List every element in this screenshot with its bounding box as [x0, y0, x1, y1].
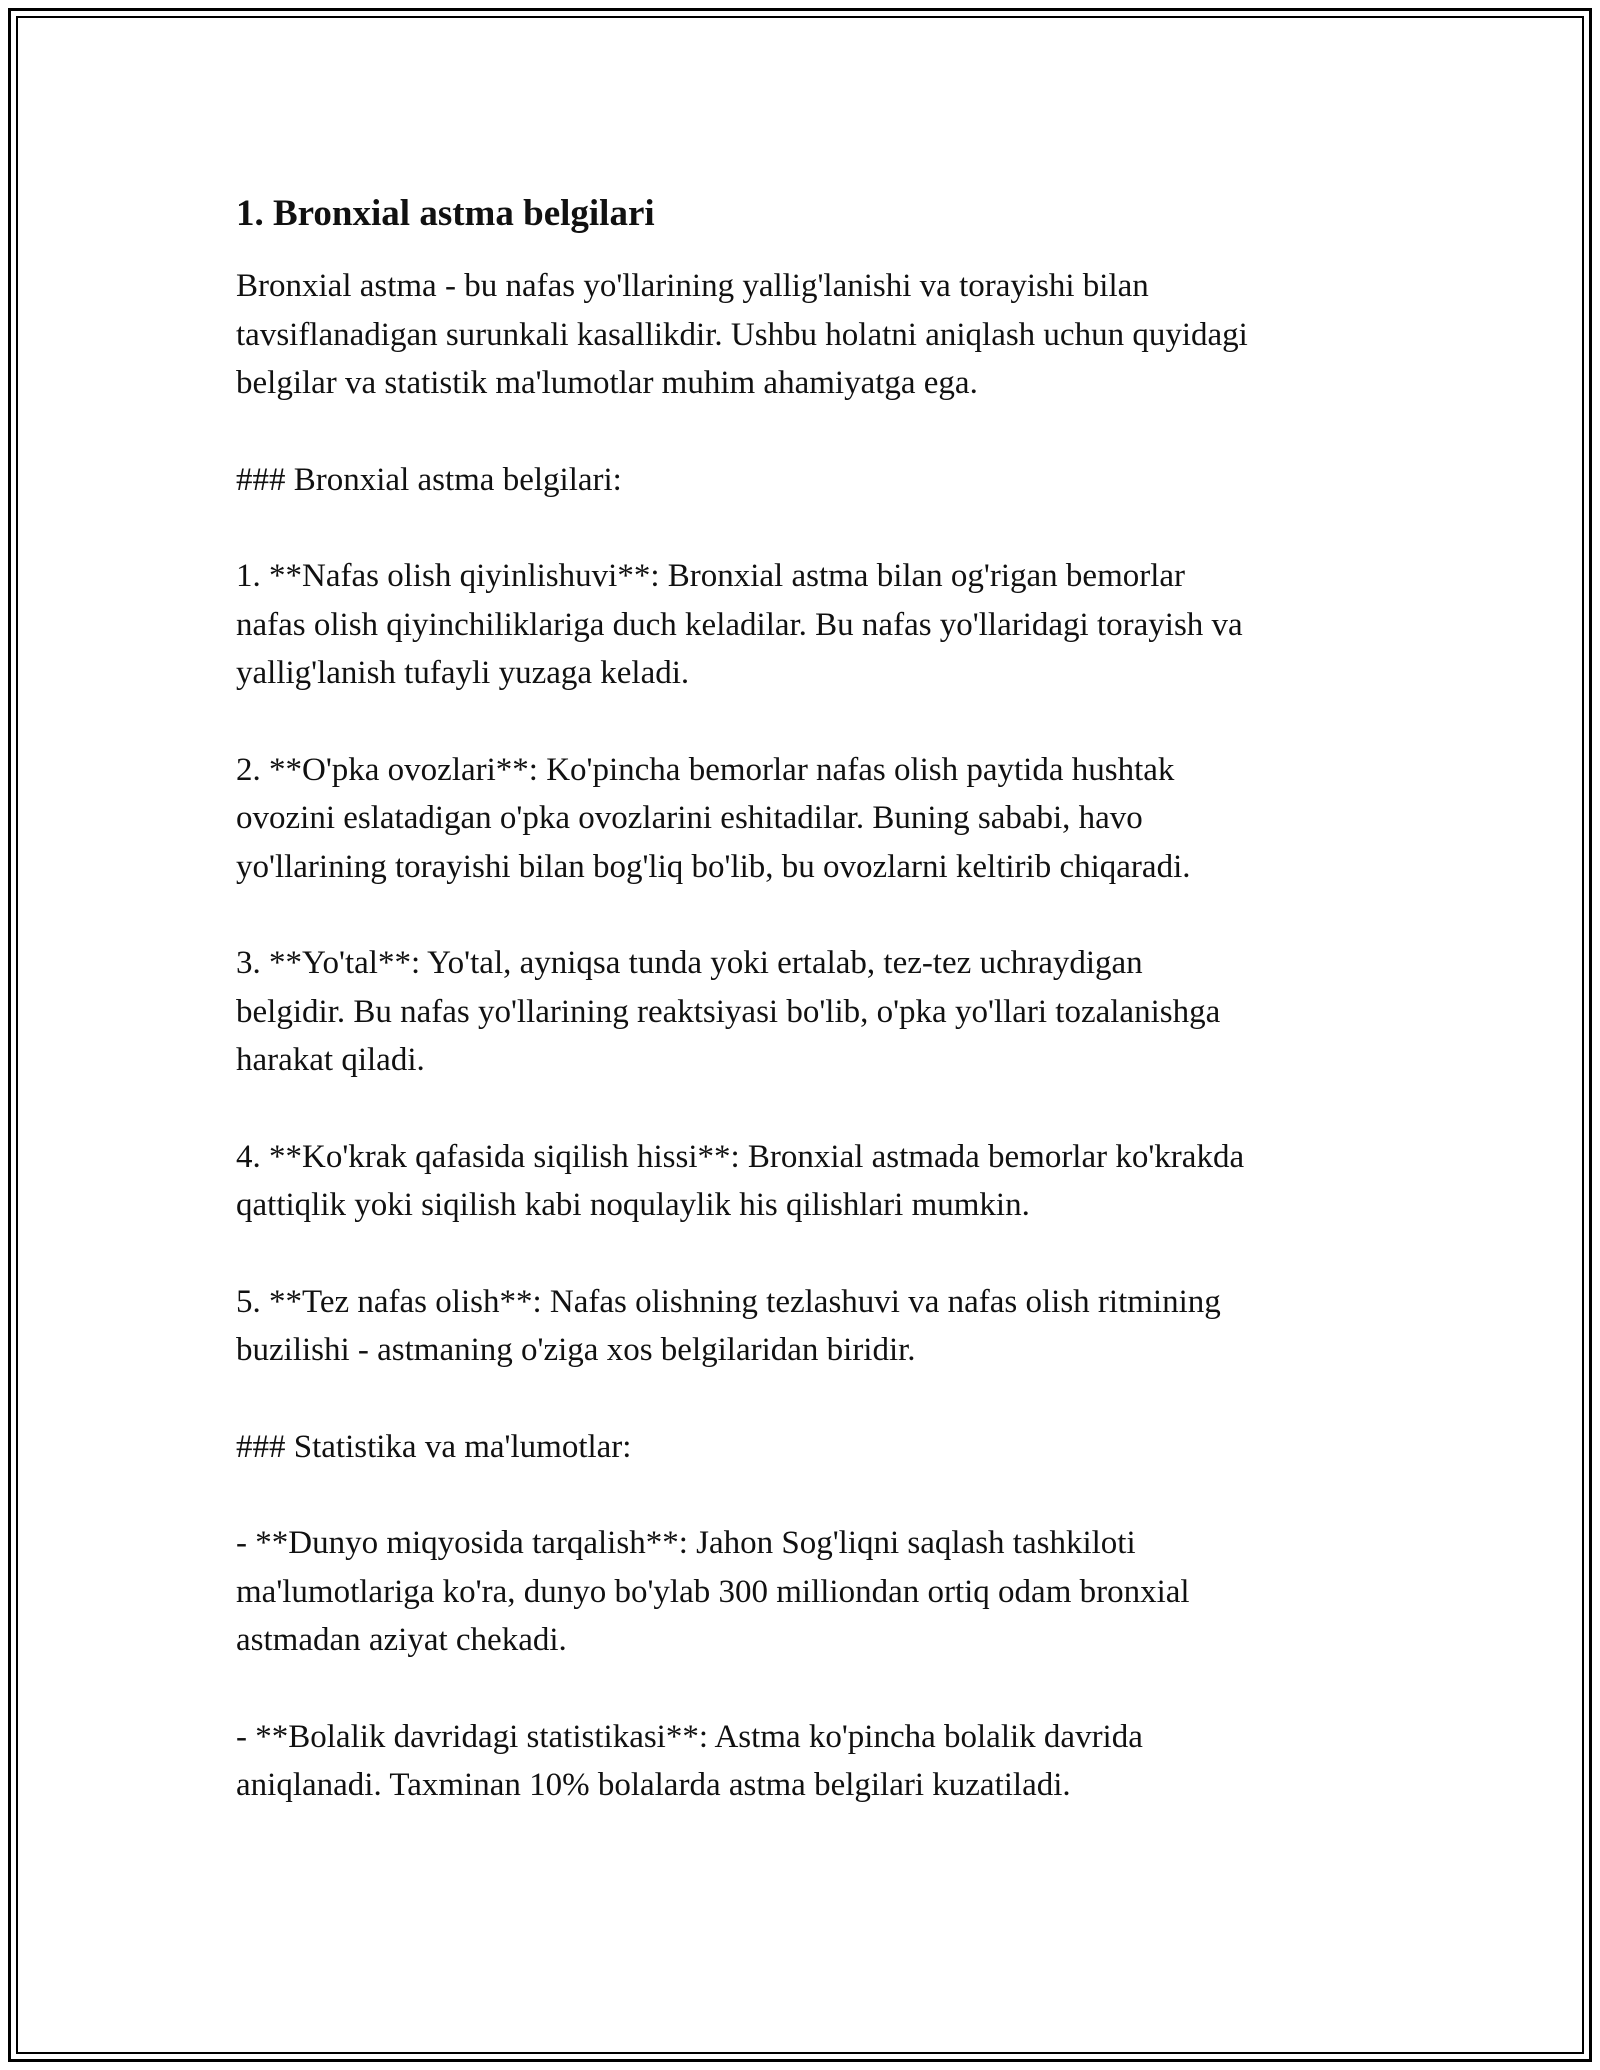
symptom-item-2: 2. **O'pka ovozlari**: Ko'pincha bemorlar nafas olish paytida hushtak ovozini eslatadigan o'pka ovozlarini eshitadilar. Buning sababi, havo yo'llarining torayishi bilan bog'liq bo'lib, bu ovozlarni keltirib chiqaradi.: [236, 751, 1191, 885]
document-body: [236, 188, 1386, 1810]
section-heading-statistics: ### Statistika va ma'lumotlar:: [236, 1428, 632, 1465]
symptom-item-1: 1. **Nafas olish qiyinlishuvi**: Bronxial astma bilan og'rigan bemorlar nafas olish qiyinchiliklariga duch keladilar. Bu nafas yo'llaridagi torayish va yallig'lanish tufayli yuzaga keladi.: [236, 558, 1243, 691]
symptom-item-3: 3. **Yo'tal**: Yo'tal, ayniqsa tunda yoki ertalab, tez-tez uchraydigan belgidir. Bu nafas yo'llarining reaktsiyasi bo'lib, o'pka yo'llari tozalanishga harakat qiladi.: [236, 945, 1221, 1078]
intro-paragraph: Bronxial astma - bu nafas yo'llarining yallig'lanishi va torayishi bilan tavsiflanadigan surunkali kasallikdir. Ushbu holatni aniqlash uchun quyidagi belgilar va statistik ma'lumotlar muhim ahamiyatga ega.: [236, 268, 1248, 401]
section-heading-symptoms: ### Bronxial astma belgilari:: [236, 461, 622, 498]
statistics-item-2: - **Bolalik davridagi statistikasi**: Astma ko'pincha bolalik davrida aniqlanadi. Taxminan 10% bolalarda astma belgilari kuzatiladi.: [236, 1718, 1143, 1803]
symptom-item-4: 4. **Ko'krak qafasida siqilish hissi**: Bronxial astmada bemorlar ko'krakda qattiqlik yoki siqilish kabi noqulaylik his qilishlari mumkin.: [236, 1138, 1245, 1223]
statistics-item-1: - **Dunyo miqyosida tarqalish**: Jahon Sog'liqni saqlash tashkiloti ma'lumotlariga ko'ra, dunyo bo'ylab 300 milliondan ortiq odam bronxial astmadan aziyat chekadi.: [236, 1525, 1190, 1658]
symptom-item-5: 5. **Tez nafas olish**: Nafas olishning tezlashuvi va nafas olish ritmining buzilishi - astmaning o'ziga xos belgilaridan biridir.: [236, 1283, 1221, 1368]
document-title: 1. Bronxial astma belgilari: [236, 193, 655, 234]
